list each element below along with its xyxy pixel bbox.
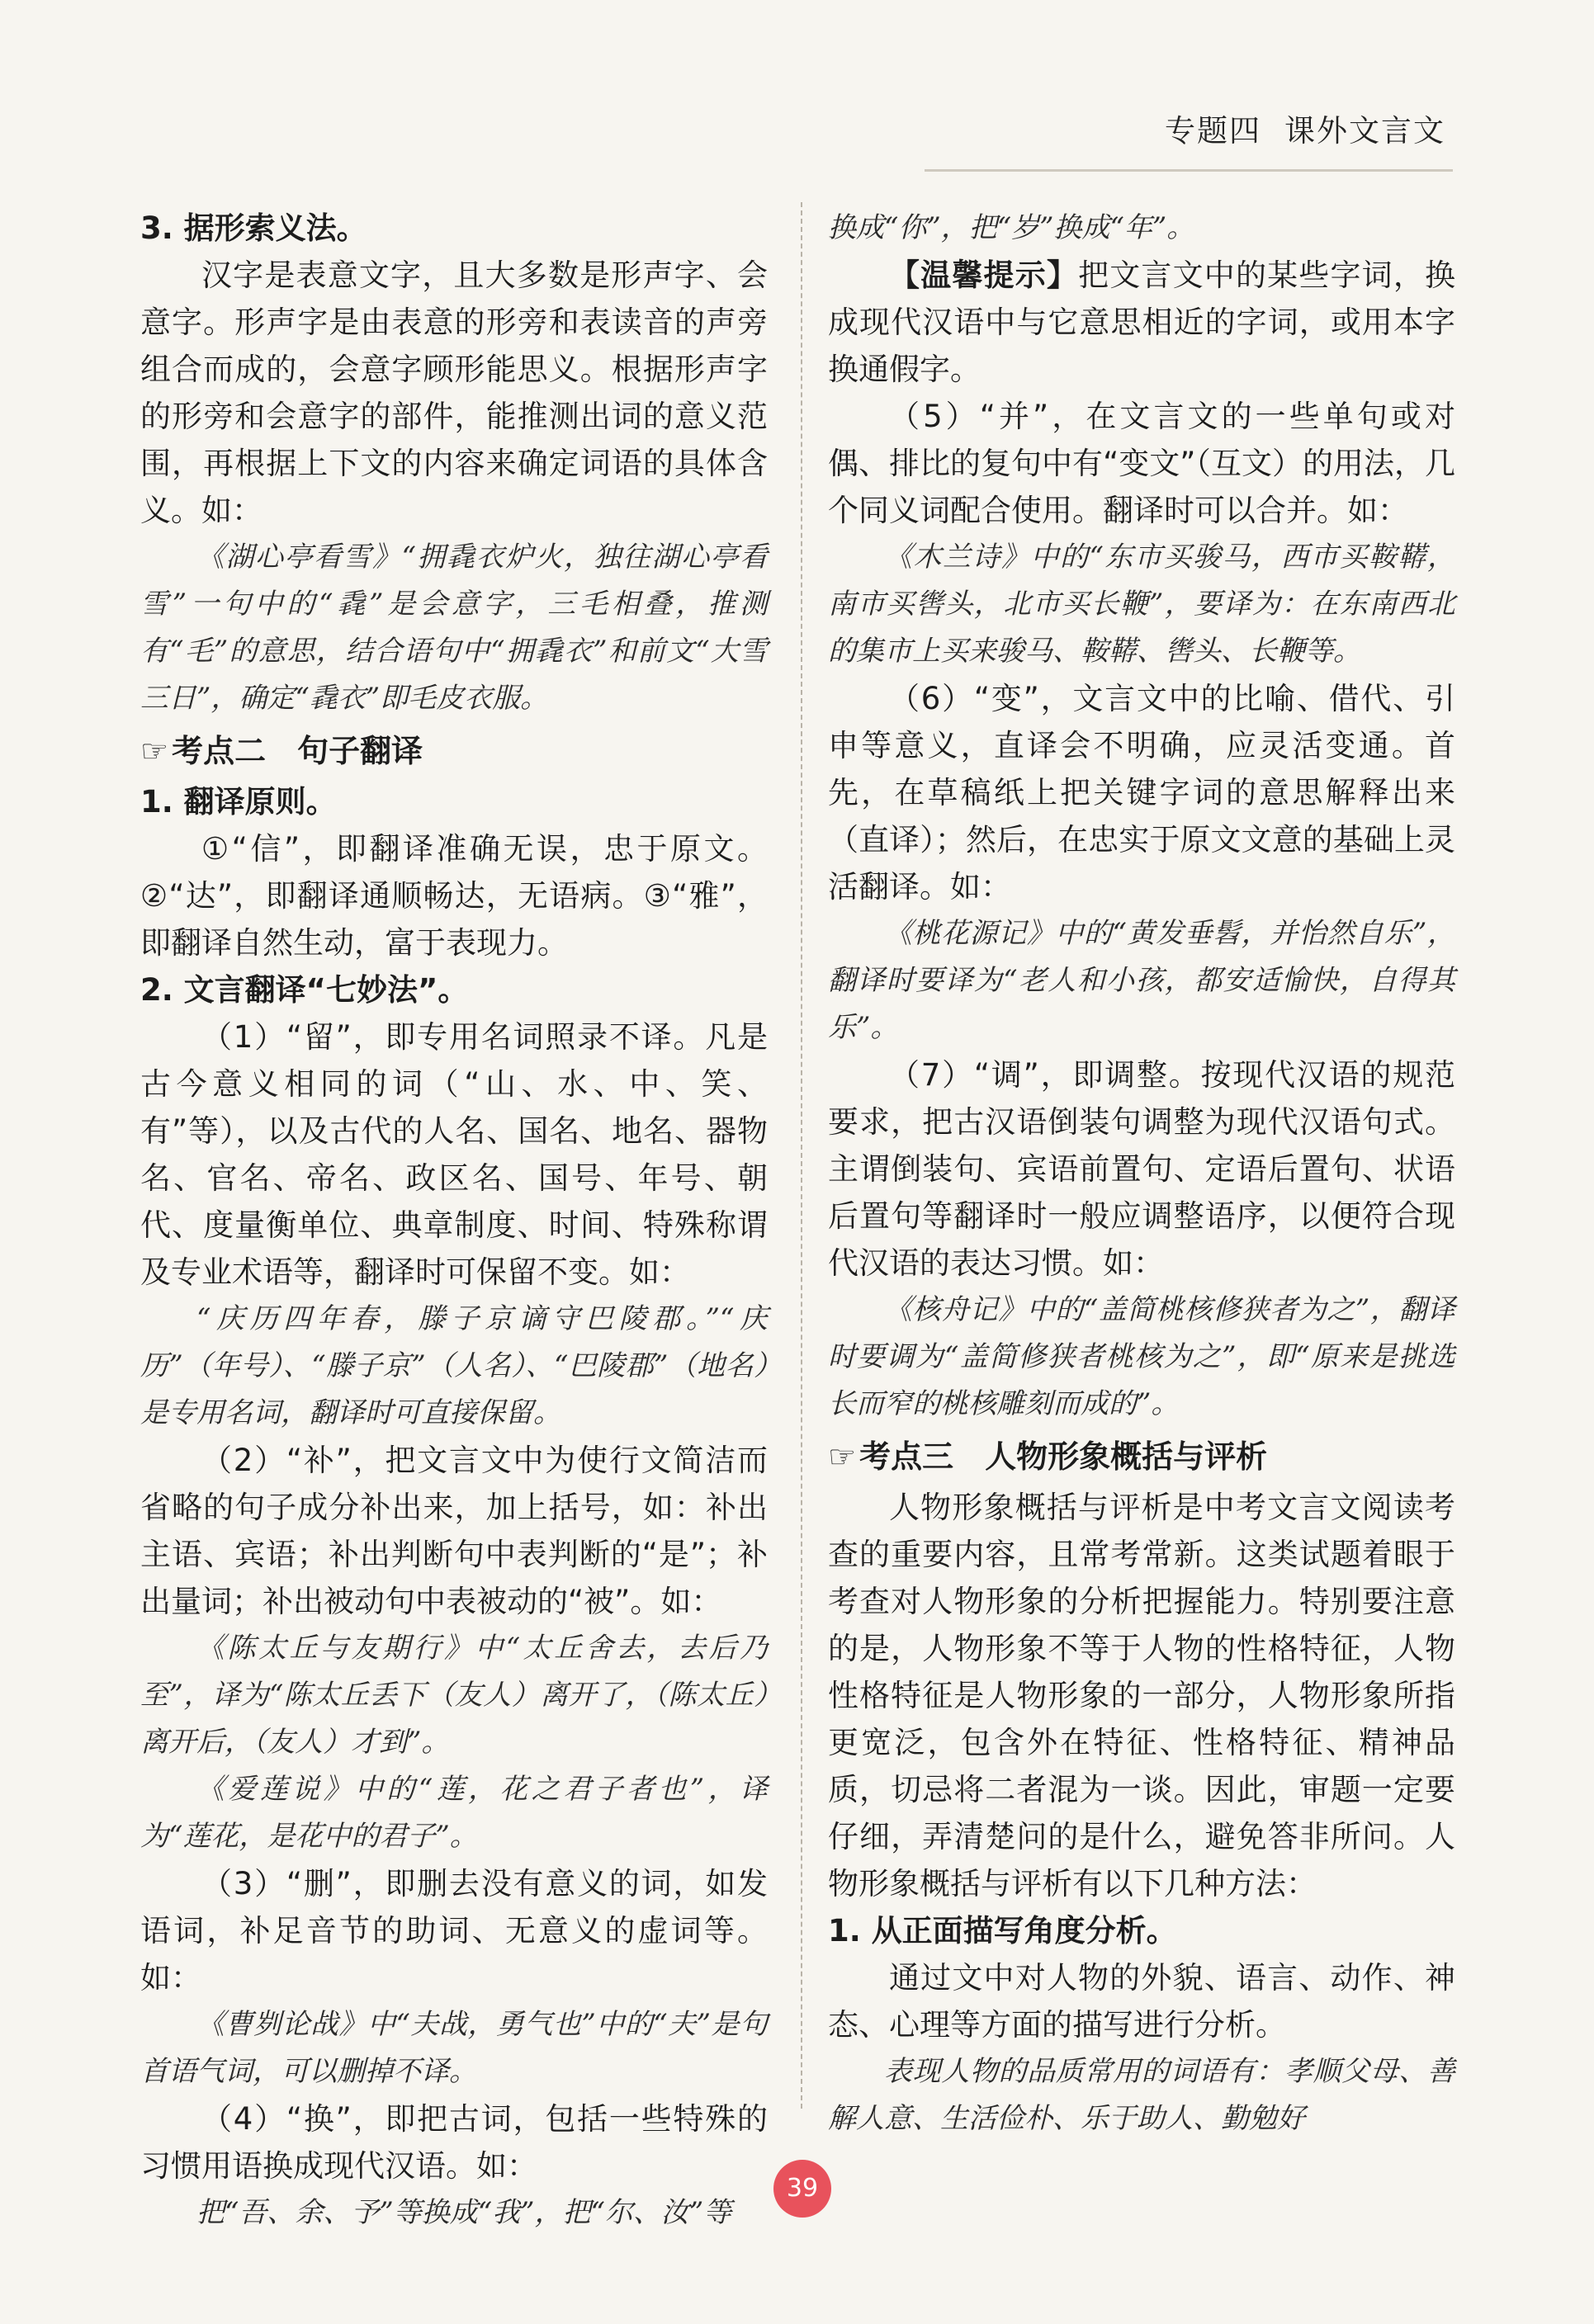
method-delete: （3）“删”，即删去没有意义的词，如发语词，补足音节的助词、无意义的虚词等。如： — [140, 1866, 768, 1996]
example-replace: 把“吾、余、予”等换成“我”，把“尔、汝”等 — [196, 2196, 732, 2229]
pointing-hand-icon: ☞ — [140, 733, 169, 769]
page-number-badge: 39 — [773, 2160, 831, 2218]
header-topic: 专题四 — [1165, 113, 1261, 149]
paragraph-form-method: 汉字是表意文字，且大多数是形声字、会意字。形声字是由表意的形旁和表读音的声旁组合而成的，会意字顾形能思义。根据形声字的形旁和会意字的部件，能推测出词的意义范围，再根据上下文的内容来确定词语的具体含义。如： — [140, 257, 768, 528]
pointing-hand-icon: ☞ — [828, 1438, 857, 1475]
example-merge: 《木兰诗》中的“东市买骏马，西市买鞍鞯，南市买辔头，北市买长鞭”，要译为：在东南西北的集市上买来骏马、鞍鞯、辔头、长鞭等。 — [828, 541, 1455, 668]
kaodian-two-title: 考点二 句子翻译 — [172, 733, 423, 769]
example-keep: “庆历四年春，滕子京谪守巴陵郡。”“庆历”（年号）、“滕子京”（人名）、“巴陵郡”（地名）是专用名词，翻译时可直接保留。 — [140, 1302, 768, 1429]
paragraph-translation-principle: ①“信”，即翻译准确无误，忠于原文。②“达”，即翻译通顺畅达，无语病。③“雅”，即翻译自然生动，富于表现力。 — [140, 831, 768, 961]
method-keep: （1）“留”，即专用名词照录不译。凡是古今意义相同的词（“山、水、中、笑、有”等），以及古代的人名、国名、地名、器物名、官名、帝名、政区名、国号、年号、朝代、度量衡单位、典章制度、时间、特殊称谓及专业术语等，翻译时可保留不变。如： — [140, 1019, 768, 1290]
page-header — [1165, 106, 1445, 150]
method-adjust: （7）“调”，即调整。按现代汉语的规范要求，把古汉语倒装句调整为现代汉语句式。主谓倒装句、宾语前置句、定语后置句、状语后置句等翻译时一般应调整语序，以便符合现代汉语的表达习惯。如： — [828, 1057, 1455, 1281]
example-adjust: 《核舟记》中的“盖简桃核修狭者为之”，翻译时要调为“盖简修狭者桃核为之”，即“原来是挑选长而窄的桃核雕刻而成的”。 — [828, 1293, 1455, 1420]
kaodian-three-title: 考点三 人物形象概括与评析 — [859, 1438, 1268, 1475]
section-heading-form-method: 3. 据形索义法。 — [140, 210, 367, 246]
warm-tip-label: 【温馨提示】 — [889, 257, 1079, 293]
right-column — [828, 205, 1455, 2142]
method-merge: （5）“并”，在文言文的一些单句或对偶、排比的复句中有“变文”（互文）的用法，几个同义词配合使用。翻译时可以合并。如： — [828, 399, 1455, 528]
warm-tip-text: 把文言文中的某些字词，换成现代汉语中与它意思相近的字词，或用本字换通假字。 — [828, 257, 1456, 387]
header-title: 课外文言文 — [1284, 113, 1445, 149]
paragraph-front-description: 通过文中对人物的外貌、语言、动作、神态、心理等方面的描写进行分析。 — [828, 1960, 1455, 2043]
kaodian-two-heading — [140, 725, 768, 777]
warm-tip — [828, 252, 1455, 393]
left-column — [140, 205, 768, 2237]
paragraph-character: 人物形象概括与评析是中考文言文阅读考查的重要内容，且常考常新。这类试题着眼于考查对人物形象的分析把握能力。特别要注意的是，人物形象不等于人物的性格特征，人物性格特征是人物形象的一部分，人物形象所指更宽泛，包含外在特征、性格特征、精神品质，切忌将二者混为一谈。因此，审题一定要仔细，弄清楚问的是什么，避免答非所问。人物形象概括与评析有以下几种方法： — [828, 1490, 1455, 1901]
example-supplement-b: 《爱莲说》中的“莲，花之君子者也”，译为“莲花，是花中的君子”。 — [140, 1773, 768, 1853]
heading-seven-methods: 2. 文言翻译“七妙法”。 — [140, 972, 469, 1008]
example-adapt: 《桃花源记》中的“黄发垂髫，并怡然自乐”，翻译时要译为“老人和小孩，都安适愉快，自得其乐”。 — [828, 917, 1455, 1044]
example-supplement-a: 《陈太丘与友期行》中“太丘舍去，去后乃至”，译为“陈太丘丢下（友人）离开了，（陈太丘）离开后，（友人）才到”。 — [140, 1632, 768, 1759]
header-rule — [925, 169, 1453, 172]
example-front-description: 表现人物的品质常用的词语有：孝顺父母、善解人意、生活俭朴、乐于助人、勤勉好 — [828, 2055, 1455, 2135]
method-supplement: （2）“补”，把文言文中为使行文简洁而省略的句子成分补出来，加上括号，如：补出主语、宾语；补出判断句中表判断的“是”；补出量词；补出被动句中表被动的“被”。如： — [140, 1443, 768, 1619]
example-replace-continued: 换成“你”，把“岁”换成“年”。 — [828, 211, 1195, 244]
example-delete: 《曹刿论战》中“夫战，勇气也”中的“夫”是句首语气词，可以删掉不译。 — [140, 2008, 768, 2088]
kaodian-three-heading — [828, 1431, 1455, 1482]
heading-translation-principle: 1. 翻译原则。 — [140, 784, 337, 820]
method-replace: （4）“换”，即把古词，包括一些特殊的习惯用语换成现代汉语。如： — [140, 2101, 768, 2184]
heading-front-description: 1. 从正面描写角度分析。 — [828, 1913, 1177, 1948]
method-adapt: （6）“变”，文言文中的比喻、借代、引申等意义，直译会不明确，应灵活变通。首先，在草稿纸上把关键字词的意思解释出来（直译）；然后，在忠实于原文文意的基础上灵活翻译。如： — [828, 681, 1455, 905]
example-snow: 《湖心亭看雪》“拥毳衣炉火，独往湖心亭看雪”一句中的“毳”是会意字，三毛相叠，推测有“毛”的意思，结合语句中“拥毳衣”和前文“大雪三日”，确定“毳衣”即毛皮衣服。 — [140, 541, 768, 715]
column-divider — [801, 202, 802, 2109]
